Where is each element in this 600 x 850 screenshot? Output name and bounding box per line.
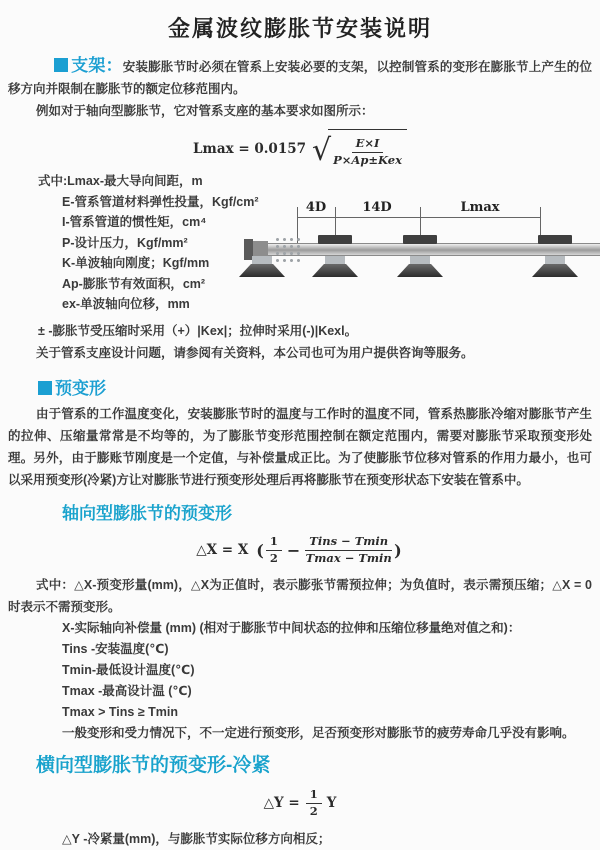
lateral-note: △Y -冷紧量(mm)，与膨胀节实际位移方向相反； <box>62 832 331 847</box>
lateral-formula <box>8 787 592 819</box>
support-foot <box>397 264 443 277</box>
fraction-numerator: Tins − Tmin <box>305 534 392 551</box>
axial-line: 一般变形和受力情况下，不一定进行预变形，足否预变形对膨胀节的疲劳寿命几乎没有影响。 <box>62 726 575 741</box>
support-riser <box>410 256 430 265</box>
pipe-support <box>532 235 578 277</box>
support-clamp <box>403 235 437 244</box>
support-intro-paragraph <box>8 55 592 100</box>
dim-label-4d: 4D <box>302 200 330 215</box>
definition-line: E-管系管道材料弹性投量，Kgf/cm² <box>62 194 259 209</box>
support-riser <box>545 256 565 265</box>
axial-line: Tmax -最高设计温 (℃) <box>62 684 192 699</box>
dim-label-lmax: Lmax <box>456 200 503 215</box>
definitions-and-diagram <box>8 171 592 319</box>
definition-line: 式中:Lmax-最大导向间距，m <box>38 174 203 189</box>
axial-formula-lhs: △X = X <box>196 542 249 559</box>
fraction-numerator: 1 <box>266 534 282 551</box>
axial-line: Tmin-最低设计温度(℃) <box>62 663 195 678</box>
lateral-formula-rhs: Y <box>326 795 337 812</box>
axial-line: Tins -安装温度(℃) <box>62 642 169 657</box>
pipe-support <box>397 235 443 277</box>
temperature-fraction <box>305 534 392 566</box>
dimension-line <box>297 217 540 218</box>
plus-minus-note: ± -膨胀节受压缩时采用（+）|Kex|；拉伸时采用(-)|Kexl。 <box>38 324 358 339</box>
axial-line: X-实际轴向补偿量 (mm) (相对于膨胀节中间状态的拉伸和压缩位移量绝对值之和)： <box>62 621 521 636</box>
support-clamp <box>318 235 352 244</box>
support-example-line: 例如对于轴向型膨胀节，它对管系支座的基本要求如图所示： <box>36 104 374 118</box>
lmax-numerator: E×I <box>352 136 384 153</box>
support-riser <box>252 256 272 265</box>
support-intro-text: 安装膨胀节时必须在管系上安装必要的支架，以控制管系的变形在膨胀节上产生的位移方向并限制在膨胀节的额定位移范围内。 <box>8 60 592 96</box>
predeform-paragraph: 由于管系的工作温度变化，安装膨胀节时的温度与工作时的温度不同，管系热膨胀冷缩对膨胀节产生的拉伸、压缩量常常是不均等的，为了膨胀节变形范围控制在额定范围内，需要对膨胀节采取预变形处理。另外，由于膨账节刚度是一个定值，与补偿量成正比。为了使膨胀节位移对管系的作用力最小，也可以采用预变形(冷紧)方让对膨胀节进行预变形处理后再将膨胀节在预变形状态下安装在管系中。 <box>8 407 592 488</box>
definition-line: Ap-膨胀节有效面积，cm² <box>62 276 206 291</box>
lmax-denominator: P×Ap±Kex <box>333 152 402 167</box>
lateral-subheading: 横向型膨胀节的预变形-冷紧 <box>36 755 271 777</box>
axial-explain-paragraph: 式中：△X-预变形量(mm)，△X为正值时，表示膨张节需预拉伸；为负值时，表示需预压缩；△X = 0时表示不需预变形。 <box>8 578 592 615</box>
minus-sign: − <box>286 540 301 560</box>
support-clamp <box>538 235 572 244</box>
lmax-fraction <box>333 136 402 168</box>
support-heading-label: 支架： <box>71 56 123 75</box>
radicand <box>328 129 407 168</box>
one-half-fraction <box>306 787 322 819</box>
definition-line: P-设计压力，Kgf/mm² <box>62 235 188 250</box>
blue-square-icon <box>54 58 68 72</box>
pipe-support <box>239 235 285 277</box>
fraction-denominator: 2 <box>269 550 278 565</box>
definition-line: K-单波轴向刚度；Kgf/mm <box>62 256 210 271</box>
pipe-support <box>312 235 358 277</box>
page-title: 金属波纹膨胀节安装说明 <box>167 16 432 41</box>
support-section-heading <box>54 56 123 75</box>
lmax-formula <box>8 129 592 168</box>
fraction-denominator: Tmax − Tmin <box>305 550 392 565</box>
fraction-numerator: 1 <box>306 787 322 804</box>
close-paren: ) <box>394 540 402 560</box>
support-foot <box>239 264 285 277</box>
axial-line: Tmax > Tins ≥ Tmin <box>62 705 179 720</box>
radical-sign: √ <box>312 133 332 169</box>
axial-formula <box>8 534 592 566</box>
one-half-fraction <box>266 534 282 566</box>
predeform-heading-label: 预变形 <box>55 379 106 399</box>
definition-line: I-管系管道的惯性矩，cm⁴ <box>62 215 207 230</box>
lateral-formula-lhs: △Y = <box>263 795 300 812</box>
open-paren: ( <box>256 540 264 560</box>
axial-subheading: 轴向型膨胀节的预变形 <box>62 504 232 524</box>
lmax-formula-lhs: Lmax = 0.0157 <box>193 140 306 157</box>
definition-line: ex-单波轴向位移，mm <box>62 297 190 312</box>
blue-square-icon <box>38 381 52 395</box>
pipe-support-diagram <box>244 199 600 291</box>
fraction-denominator: 2 <box>309 803 318 818</box>
consult-note: 关于管系支座设计问题，请参阅有关资料，本公司也可为用户提供咨询等服务。 <box>36 346 474 361</box>
predeform-section-heading <box>38 374 592 399</box>
support-foot <box>532 264 578 277</box>
dim-label-14d: 14D <box>358 200 395 215</box>
support-riser <box>325 256 345 265</box>
support-foot <box>312 264 358 277</box>
